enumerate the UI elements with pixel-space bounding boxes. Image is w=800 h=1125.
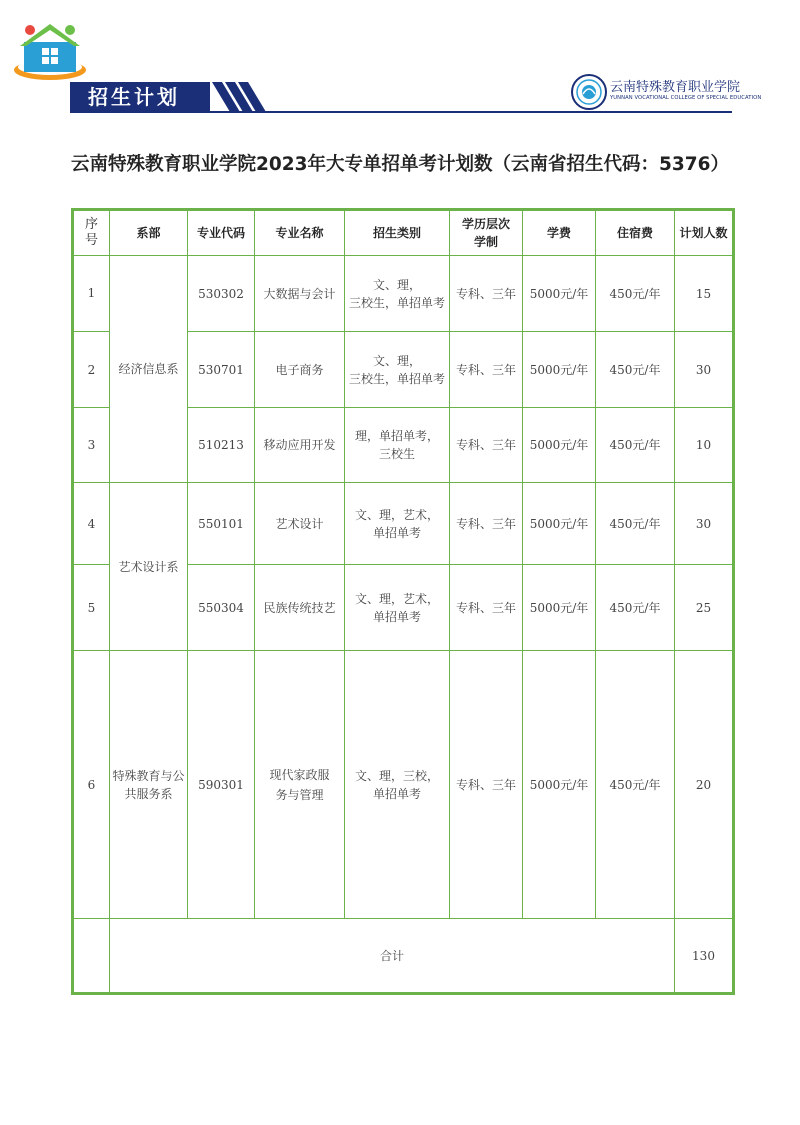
table-row [73, 651, 734, 919]
category-line1: 文、理，三校， [354, 768, 439, 783]
tuition: 5000元/年 [523, 651, 596, 919]
row-index: 6 [73, 651, 110, 919]
header-rule [70, 111, 732, 113]
enrollment-category [345, 256, 450, 332]
category-line2: 单招单考 [372, 786, 421, 801]
total-row [73, 919, 734, 994]
category-line1: 文、理，艺术， [354, 591, 439, 606]
category-line1: 文、理，艺术， [354, 507, 439, 522]
major-name: 电子商务 [255, 332, 345, 408]
lodging-fee: 450元/年 [596, 256, 675, 332]
department-cell: 经济信息系 [110, 256, 188, 483]
quota: 20 [675, 651, 734, 919]
quota: 25 [675, 565, 734, 651]
education-level: 专科、三年 [450, 332, 523, 408]
header-index-line1: 序 [84, 217, 98, 232]
college-name-en: YUNNAN VOCATIONAL COLLEGE OF SPECIAL EDUCATION [610, 95, 762, 101]
major-code: 550101 [188, 483, 255, 565]
lodging-fee: 450元/年 [596, 565, 675, 651]
enrollment-plan-table [71, 208, 735, 995]
table-row [73, 483, 734, 565]
header-level [450, 210, 523, 256]
category-line1: 文、理， [372, 277, 421, 292]
header-level-line2: 学制 [473, 235, 498, 249]
quota: 10 [675, 408, 734, 483]
major-name-line2: 务与管理 [275, 787, 324, 802]
major-code: 530701 [188, 332, 255, 408]
header-category: 招生类别 [345, 210, 450, 256]
education-level: 专科、三年 [450, 565, 523, 651]
education-level: 专科、三年 [450, 256, 523, 332]
row-index: 4 [73, 483, 110, 565]
header-quota: 计划人数 [675, 210, 734, 256]
enrollment-category [345, 565, 450, 651]
tuition: 5000元/年 [523, 565, 596, 651]
header-index [73, 210, 110, 256]
lodging-fee: 450元/年 [596, 332, 675, 408]
major-code: 550304 [188, 565, 255, 651]
category-line1: 文、理， [372, 353, 421, 368]
lodging-fee: 450元/年 [596, 483, 675, 565]
table-header-row [73, 210, 734, 256]
category-line2: 单招单考 [372, 609, 421, 624]
header-department: 系部 [110, 210, 188, 256]
total-label: 合计 [110, 919, 675, 994]
total-empty-cell [73, 919, 110, 994]
education-level: 专科、三年 [450, 483, 523, 565]
header-index-line2: 号 [84, 233, 98, 248]
department-cell: 特殊教育与公共服务系 [110, 651, 188, 919]
header-level-line1: 学历层次 [461, 217, 510, 231]
major-code: 510213 [188, 408, 255, 483]
quota: 30 [675, 483, 734, 565]
category-line1: 理，单招单考， [354, 429, 439, 443]
total-value: 130 [675, 919, 734, 994]
quota: 30 [675, 332, 734, 408]
tuition: 5000元/年 [523, 256, 596, 332]
major-name: 艺术设计 [255, 483, 345, 565]
row-index: 2 [73, 332, 110, 408]
major-name [255, 651, 345, 919]
header-major-name: 专业名称 [255, 210, 345, 256]
category-line2: 三校生 [378, 447, 415, 461]
education-level: 专科、三年 [450, 408, 523, 483]
house-logo-icon [10, 18, 90, 84]
category-line2: 三校生，单招单考 [348, 371, 445, 386]
major-code: 530302 [188, 256, 255, 332]
tuition: 5000元/年 [523, 332, 596, 408]
enrollment-category [345, 332, 450, 408]
college-emblem-icon [571, 74, 607, 110]
header-major-code: 专业代码 [188, 210, 255, 256]
major-name-line1: 现代家政服 [269, 767, 330, 782]
header-tuition: 学费 [523, 210, 596, 256]
table-row [73, 256, 734, 332]
category-line2: 单招单考 [372, 525, 421, 540]
major-code: 590301 [188, 651, 255, 919]
department-cell: 艺术设计系 [110, 483, 188, 651]
enrollment-category [345, 483, 450, 565]
row-index: 5 [73, 565, 110, 651]
education-level: 专科、三年 [450, 651, 523, 919]
document-title: 云南特殊教育职业学院2023年大专单招单考计划数（云南省招生代码：5376） [71, 154, 729, 175]
major-name: 民族传统技艺 [255, 565, 345, 651]
major-name: 大数据与会计 [255, 256, 345, 332]
lodging-fee: 450元/年 [596, 408, 675, 483]
lodging-fee: 450元/年 [596, 651, 675, 919]
tuition: 5000元/年 [523, 483, 596, 565]
row-index: 3 [73, 408, 110, 483]
category-line2: 三校生，单招单考 [348, 295, 445, 310]
tuition: 5000元/年 [523, 408, 596, 483]
major-name: 移动应用开发 [255, 408, 345, 483]
quota: 15 [675, 256, 734, 332]
header-lodging: 住宿费 [596, 210, 675, 256]
enrollment-category [345, 408, 450, 483]
college-name-cn: 云南特殊教育职业学院 [610, 80, 741, 95]
enrollment-category [345, 651, 450, 919]
row-index: 1 [73, 256, 110, 332]
section-label: 招生计划 [88, 85, 180, 109]
